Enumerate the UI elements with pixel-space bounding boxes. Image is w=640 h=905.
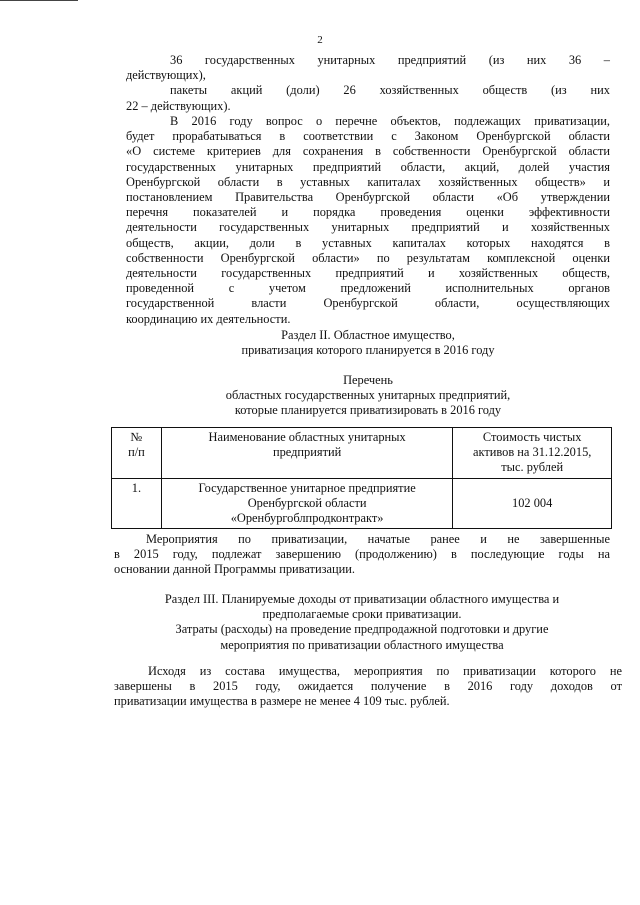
paragraph-line: будет прорабатываться в соответствии с Законом Оренбургской области (126, 129, 610, 144)
paragraph-line: государственной власти Оренбургской области, осуществляющих (126, 296, 610, 311)
table-header-row (112, 428, 612, 479)
paragraph-line: основании данной Программы приватизации. (114, 562, 355, 577)
table-row (112, 478, 612, 529)
paragraph-line: перечня показателей и порядка проведения оценки эффективности (126, 205, 610, 220)
paragraph-income (114, 664, 622, 710)
paragraph-line: Исходя из состава имущества, мероприятия по приватизации которого не (148, 664, 622, 678)
paragraph-line: государственных унитарных предприятий области, акций, долей участия (126, 159, 610, 174)
list-heading (126, 373, 610, 419)
paragraph-line: приватизации имущества в размере не менее 4 109 тыс. рублей. (114, 694, 450, 709)
header-name: Наименование областных унитарных предприятий (161, 428, 452, 479)
section-3-title-line1: Раздел III. Планируемые доходы от приватизации областного имущества и (164, 592, 560, 606)
enterprises-table (111, 427, 612, 529)
intro-item-unitary-line2: действующих), (126, 68, 206, 83)
paragraph-line: обществ, акции, доли в уставных капиталах которых находятся в (126, 235, 610, 250)
paragraph-line: в 2015 году, подлежат завершению (продолжению) в последующие годы на (114, 547, 610, 562)
page-number: 2 (317, 34, 323, 46)
section-2-title-line1: Раздел II. Областное имущество, (281, 328, 455, 342)
paragraph-line: деятельности государственных предприятий и хозяйственных обществ, (126, 266, 610, 281)
intro-list (126, 53, 610, 114)
section-3-title-line4: мероприятия по приватизации областного имущества (220, 637, 504, 652)
section-2-title-line2: приватизация которого планируется в 2016 году (241, 343, 495, 358)
paragraph-line: проведенной с учетом предложений исполнительных органов (126, 281, 610, 296)
header-number: № п/п (112, 428, 162, 479)
paragraph-line: Мероприятия по приватизации, начатые ранее и не завершенные (146, 532, 610, 546)
paragraph-events (114, 532, 610, 578)
paragraph-line: собственности Оренбургской области» по результатам комплексной оценки (126, 250, 610, 265)
intro-item-unitary-line1: 36 государственных унитарных предприятий (из них 36 – (170, 53, 610, 67)
paragraph-line: В 2016 году вопрос о перечне объектов, подлежащих приватизации, (170, 114, 610, 128)
row-number: 1. (112, 478, 162, 529)
enterprises-table-wrapper (111, 427, 612, 529)
row-value: 102 004 (453, 478, 612, 529)
section-2-heading (126, 328, 610, 358)
paragraph-line: постановлением Правительства Оренбургской области «Об утверждении (126, 190, 610, 205)
intro-item-shares-line2: 22 – действующих). (126, 98, 231, 113)
paragraph-line: завершены в 2015 году, ожидается получение в 2016 году доходов от (114, 679, 622, 694)
list-title-line1: Перечень (343, 373, 393, 387)
list-title-line3: которые планируется приватизировать в 2016 году (234, 403, 502, 418)
paragraph-line: деятельности государственных унитарных предприятий и хозяйственных (126, 220, 610, 235)
intro-item-shares-line1: пакеты акций (доли) 26 хозяйственных обществ (из них (170, 83, 610, 98)
section-3-heading (114, 592, 610, 653)
row-name: Государственное унитарное предприятие Оренбургской области «Оренбургоблпродконтракт» (161, 478, 452, 529)
section-3-title-line2: предполагаемые сроки приватизации. (262, 607, 462, 622)
section-3-title-line3: Затраты (расходы) на проведение предпродажной подготовки и другие (175, 622, 549, 637)
list-title-line2: областных государственных унитарных предприятий, (225, 388, 511, 403)
paragraph-line: координацию их деятельности. (126, 311, 291, 326)
paragraph-2016 (126, 114, 610, 327)
paragraph-line: Оренбургской области в уставных капиталах хозяйственных обществ» и (126, 174, 610, 189)
paragraph-line: «О системе критериев для сохранения в собственности Оренбургской области (126, 144, 610, 159)
header-value: Стоимость чистых активов на 31.12.2015, тыс. рублей (453, 428, 612, 479)
corner-scan-mark (0, 0, 78, 1)
